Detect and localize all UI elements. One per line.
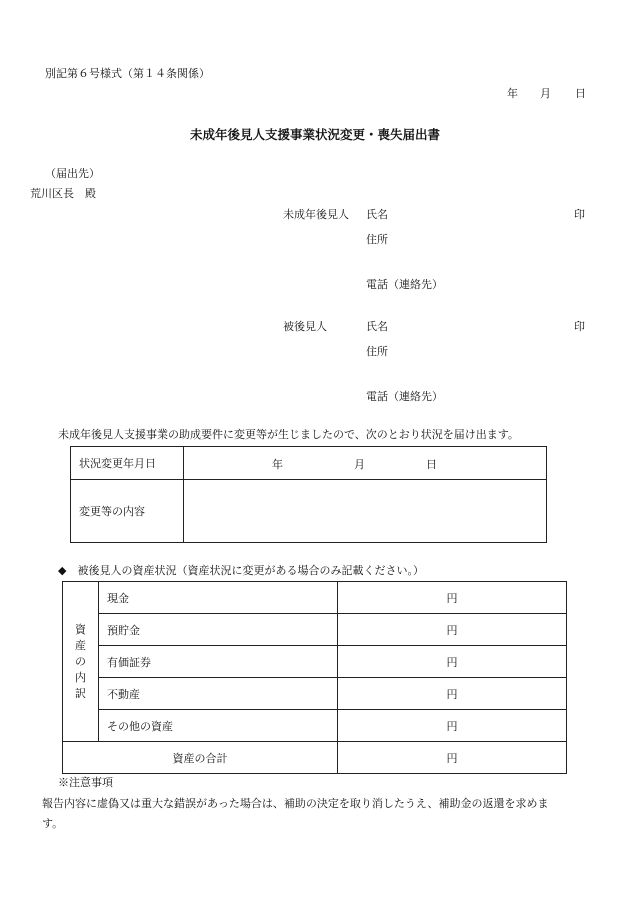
asset-label: 有価証券 [99, 646, 338, 678]
guardian-role: 未成年後見人 [283, 208, 349, 221]
asset-value[interactable]: 円 [338, 614, 567, 646]
assets-side-label-cell [63, 582, 99, 742]
asset-value[interactable]: 円 [338, 678, 567, 710]
date-month: 月 [540, 87, 551, 100]
guardian-address-label: 住所 [366, 233, 388, 246]
change-content-label: 変更等の内容 [71, 480, 184, 543]
status-year: 年 [272, 458, 283, 471]
status-day: 日 [426, 458, 437, 471]
asset-label: 現金 [99, 582, 338, 614]
status-table [70, 446, 547, 543]
notes-text-line1: 報告内容に虚偽又は重大な錯誤があった場合は、補助の決定を取り消したうえ、補助金の返還を求めま [42, 797, 549, 810]
notes-text-line2: す。 [42, 817, 64, 830]
date-year: 年 [507, 87, 518, 100]
assets-total-label: 資産の合計 [63, 742, 338, 774]
ward-seal: 印 [574, 320, 585, 333]
assets-table [62, 581, 567, 774]
recipient-label: （届出先） [45, 167, 100, 180]
status-date-label: 状況変更年月日 [71, 447, 184, 480]
date-day: 日 [575, 87, 586, 100]
guardian-name-label: 氏名 [366, 208, 388, 221]
asset-label: 不動産 [99, 678, 338, 710]
assets-side-label: 資産の内訳 [75, 622, 86, 700]
asset-value[interactable]: 円 [338, 646, 567, 678]
assets-heading: ◆ 被後見人の資産状況（資産状況に変更がある場合のみ記載ください。） [58, 564, 424, 577]
asset-label: その他の資産 [99, 710, 338, 742]
recipient: 荒川区長 殿 [30, 187, 96, 200]
assets-total-value[interactable]: 円 [338, 742, 567, 774]
ward-address-label: 住所 [366, 345, 388, 358]
page-title: 未成年後見人支援事業状況変更・喪失届出書 [189, 127, 440, 142]
form-number: 別記第６号様式（第１４条関係） [45, 67, 210, 80]
guardian-phone-label: 電話（連絡先） [366, 278, 443, 291]
asset-value[interactable]: 円 [338, 710, 567, 742]
asset-label: 預貯金 [99, 614, 338, 646]
change-content-field[interactable] [184, 480, 547, 543]
ward-phone-label: 電話（連絡先） [366, 390, 443, 403]
notes-heading: ※注意事項 [58, 776, 113, 789]
ward-role: 被後見人 [283, 320, 327, 333]
asset-value[interactable]: 円 [338, 582, 567, 614]
status-month: 月 [354, 458, 365, 471]
guardian-seal: 印 [574, 208, 585, 221]
statement: 未成年後見人支援事業の助成要件に変更等が生じましたので、次のとおり状況を届け出ます。 [58, 428, 519, 441]
ward-name-label: 氏名 [366, 320, 388, 333]
status-date-field[interactable] [184, 447, 547, 480]
